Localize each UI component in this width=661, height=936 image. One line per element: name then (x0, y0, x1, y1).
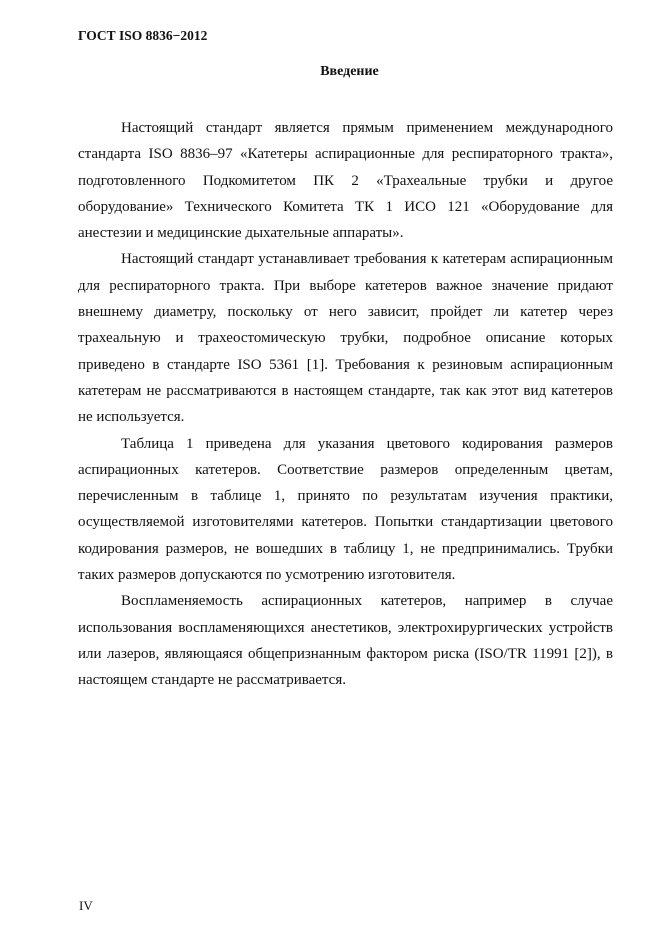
document-body (78, 115, 613, 694)
paragraph-flammability: Воспламеняемость аспирационных катетеров, например в случае использования воспламеняющихся анестетиков, электрохирургических устройств или лазеров, являющаяся общепризнанным фактором риска (ISO/TR 11991 [2]), в настоящем стандарте не рассматривается. (78, 593, 613, 689)
page-number: IV (79, 898, 93, 913)
paragraph-requirements: Настоящий стандарт устанавливает требования к катетерам аспирационным для респираторного тракта. При выборе катетеров важное значение придают внешнему диаметру, поскольку от него зависит, пройдет ли катетер через трахеальную и трахеостомическую трубки, подробное описание которых приведено в стандарте ISO 5361 [1]. Требования к резиновым аспирационным катетерам не рассматриваются в настоящем стандарте, так как этот вид катетеров не используется. (78, 251, 613, 426)
section-title (0, 64, 661, 80)
paragraph-scope: Настоящий стандарт является прямым применением международного стандарта ISO 8836–97 «Катетеры аспирационные для респираторного тракта», подготовленного Подкомитетом ПК 2 «Трахеальные трубки и другое оборудование» Технического Комитета ТК 1 ИСО 121 «Оборудование для анестезии и медицинские дыхательные аппараты». (78, 120, 613, 242)
document-header: ГОСТ ISO 8836−2012 (78, 28, 208, 43)
section-title-text: Введение (320, 64, 379, 79)
paragraph-color-coding: Таблица 1 приведена для указания цветового кодирования размеров аспирационных катетеров. Соответствие размеров определенным цветам, перечисленным в таблице 1, принято по результатам изучения практики, осуществляемой изготовителями катетеров. Попытки стандартизации цветового кодирования размеров, не вошедших в таблицу 1, не предпринимались. Трубки таких размеров допускаются по усмотрению изготовителя. (78, 435, 613, 584)
